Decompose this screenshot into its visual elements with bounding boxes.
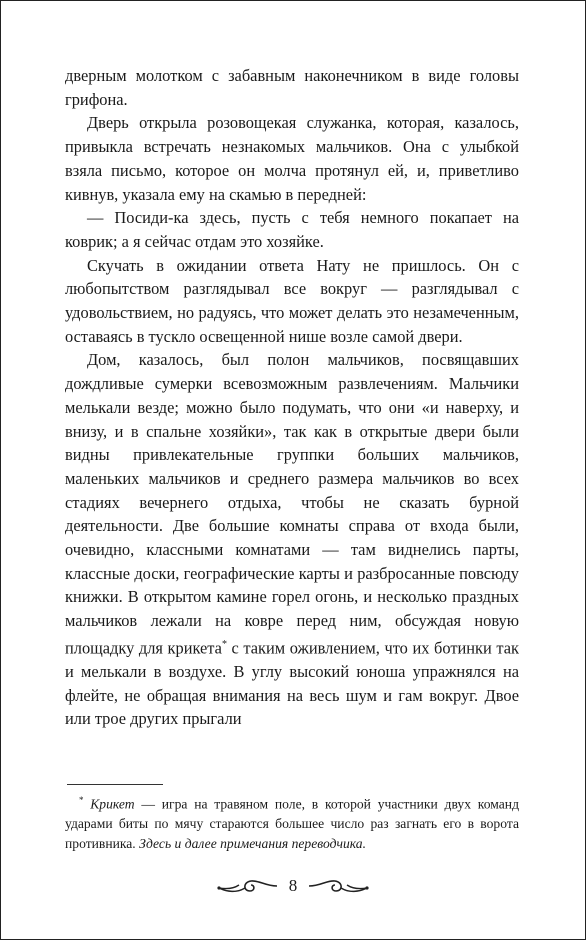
paragraph [65, 348, 519, 731]
paragraph: — Посиди-ка здесь, пусть с тебя немного покапает на коврик; а я сейчас отдам это хозяйке. [65, 208, 519, 251]
paragraph: Скучать в ожидании ответа Нату не пришлось. Он с любопытством разглядывал все вокруг — разглядывал с удовольствием, но радуясь, что может делать это незамеченным, оставаясь в тускло освещенной нише возле самой двери. [65, 255, 519, 346]
body-text [65, 64, 519, 731]
footnote-rule [67, 784, 163, 785]
footnote-marker: * [79, 795, 84, 805]
footnote-note: Здесь и далее примечания переводчика. [139, 835, 366, 851]
footnote-text [65, 791, 519, 853]
footnote-reference[interactable]: * [221, 638, 227, 650]
footnote [65, 791, 519, 853]
footnote-body: — игра на травяном поле, в которой участники двух команд ударами биты по мячу стараются большее число раз загнать его в ворота противника. [65, 796, 519, 851]
paragraph: Дверь открыла розовощекая служанка, которая, казалось, привыкла встречать незнакомых мальчиков. Она с улыбкой взяла письмо, которое он молча протянул ей, и, приветливо кивнув, указала ему на скамью в передней: [65, 113, 519, 204]
footnote-term: Крикет [90, 796, 135, 812]
paragraph-text: с таким оживлением, что их ботинки так и мелькали в воздухе. В углу высокий юноша упражнялся на флейте, не обращая внимания на весь шум и гам вокруг. Двое или трое других прыгали [65, 638, 519, 729]
page-footer [0, 871, 586, 901]
swirl-ornament-right-icon [307, 876, 371, 896]
page-number: 8 [288, 876, 298, 895]
paragraph: дверным молотком с забавным наконечником в виде головы грифона. [65, 66, 519, 109]
swirl-ornament-left-icon [215, 876, 279, 896]
paragraph-text: Дом, казалось, был полон мальчиков, посвящавших дождливые сумерки всевозможным развлечениям. Мальчики мелькали везде; можно было подумать, что они «и наверху, и внизу, и в спальне хозяйки», так как в открытые двери были видны привлекательные группки больших мальчиков, маленьких мальчиков и среднего размера мальчиков во всех стадиях вечернего отдыха, чтобы не сказать бурной деятельности. Две большие комнаты справа от входа были, очевидно, классными комнатами — там виднелись парты, классные доски, географические карты и разбросанные повсюду книжки. В открытом камине горел огонь, и несколько праздных мальчиков лежали на ковре перед ним, обсуждая новую площадку для крикета [65, 350, 519, 658]
